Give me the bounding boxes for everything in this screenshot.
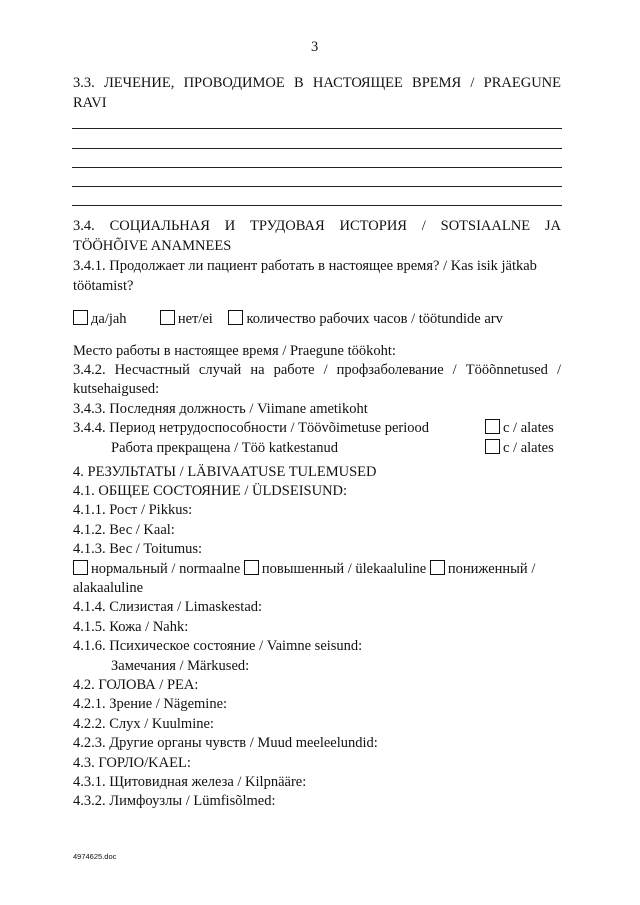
fill-line xyxy=(72,205,562,206)
section-3-4-heading: 3.4. СОЦИАЛЬНАЯ И ТРУДОВАЯ ИСТОРИЯ / SOTSIAALNE JA xyxy=(73,218,561,234)
work-stopped-checkbox[interactable] xyxy=(485,439,500,454)
yes-label: да/jah xyxy=(91,311,127,327)
fill-line xyxy=(72,186,562,187)
item-4-2-1: 4.2.1. Зрение / Nägemine: xyxy=(73,696,228,712)
underweight-checkbox[interactable] xyxy=(430,560,445,575)
item-4-2-3: 4.2.3. Другие органы чувств / Muud meeleelundid: xyxy=(73,735,378,751)
footer-filename: 4974625.doc xyxy=(73,852,117,861)
item-4-1-6: 4.1.6. Психическое состояние / Vaimne seisund: xyxy=(73,638,363,654)
section-4-1-heading: 4.1. ОБЩЕЕ СОСТОЯНИЕ / ÜLDSEISUND: xyxy=(73,483,348,499)
nutrition-options xyxy=(73,559,563,579)
incapacity-checkbox[interactable] xyxy=(485,419,500,434)
incapacity-from xyxy=(485,418,554,438)
hours-checkbox[interactable] xyxy=(228,310,243,325)
section-3-4-heading-cont: TÖÖHÕIVE ANAMNEES xyxy=(73,238,232,254)
overweight-label: повышенный / ülekaaluline xyxy=(261,561,427,577)
item-4-1-2: 4.1.2. Вес / Kaal: xyxy=(73,522,175,538)
item-4-3-1: 4.3.1. Щитовидная железа / Kilpnääre: xyxy=(73,774,307,790)
page-number: 3 xyxy=(311,39,319,55)
question-3-4-1-cont: töötamist? xyxy=(73,278,134,294)
item-4-1-5: 4.1.5. Кожа / Nahk: xyxy=(73,619,189,635)
question-3-4-3: 3.4.3. Последняя должность / Viimane ametikoht xyxy=(73,401,368,417)
question-3-4-2: 3.4.2. Несчастный случай на работе / профзаболевание / Tööõnnetused / xyxy=(73,362,561,378)
no-checkbox[interactable] xyxy=(160,310,175,325)
working-options xyxy=(73,309,563,329)
section-3-3-heading: 3.3. ЛЕЧЕНИЕ, ПРОВОДИМОЕ В НАСТОЯЩЕЕ ВРЕМЯ / PRAEGUNE xyxy=(73,75,561,91)
incapacity-from-label: c / alates xyxy=(503,420,554,436)
work-stopped-label: Работа прекращена / Töö katkestanud xyxy=(111,440,339,456)
section-3-3-heading-cont: RAVI xyxy=(73,95,107,111)
item-4-2-2: 4.2.2. Слух / Kuulmine: xyxy=(73,716,214,732)
section-4-2-heading: 4.2. ГОЛОВА / PEA: xyxy=(73,677,199,693)
fill-line xyxy=(72,128,562,129)
overweight-checkbox[interactable] xyxy=(244,560,259,575)
underweight-label-cont: alakaaluline xyxy=(73,580,144,596)
question-3-4-4: 3.4.4. Период нетрудоспособности / Töövõimetuse periood xyxy=(73,420,430,436)
hours-label: количество рабочих часов / töötundide arv xyxy=(246,311,503,327)
item-4-1-4: 4.1.4. Слизистая / Limaskestad: xyxy=(73,599,263,615)
normal-checkbox[interactable] xyxy=(73,560,88,575)
section-4-3-heading: 4.3. ГОРЛО/KAEL: xyxy=(73,755,191,771)
fill-line xyxy=(72,167,562,168)
question-3-4-1: 3.4.1. Продолжает ли пациент работать в настоящее время? / Kas isik jätkab xyxy=(73,258,537,274)
work-stopped-from xyxy=(485,438,554,458)
yes-checkbox[interactable] xyxy=(73,310,88,325)
fill-line xyxy=(72,148,562,149)
remarks-label: Замечания / Märkused: xyxy=(111,658,250,674)
item-4-1-3: 4.1.3. Вес / Toitumus: xyxy=(73,541,203,557)
question-3-4-2-cont: kutsehaigused: xyxy=(73,381,160,397)
normal-label: нормальный / normaalne xyxy=(91,561,241,577)
underweight-label: пониженный / xyxy=(447,561,536,577)
workplace-label: Место работы в настоящее время / Praegune töökoht: xyxy=(73,343,396,359)
work-stopped-from-label: c / alates xyxy=(503,440,554,456)
item-4-3-2: 4.3.2. Лимфоузлы / Lümfisõlmed: xyxy=(73,793,276,809)
item-4-1-1: 4.1.1. Рост / Pikkus: xyxy=(73,502,193,518)
no-label: нет/ei xyxy=(177,311,213,327)
section-4-heading: 4. РЕЗУЛЬТАТЫ / LÄBIVAATUSE TULEMUSED xyxy=(73,464,377,480)
